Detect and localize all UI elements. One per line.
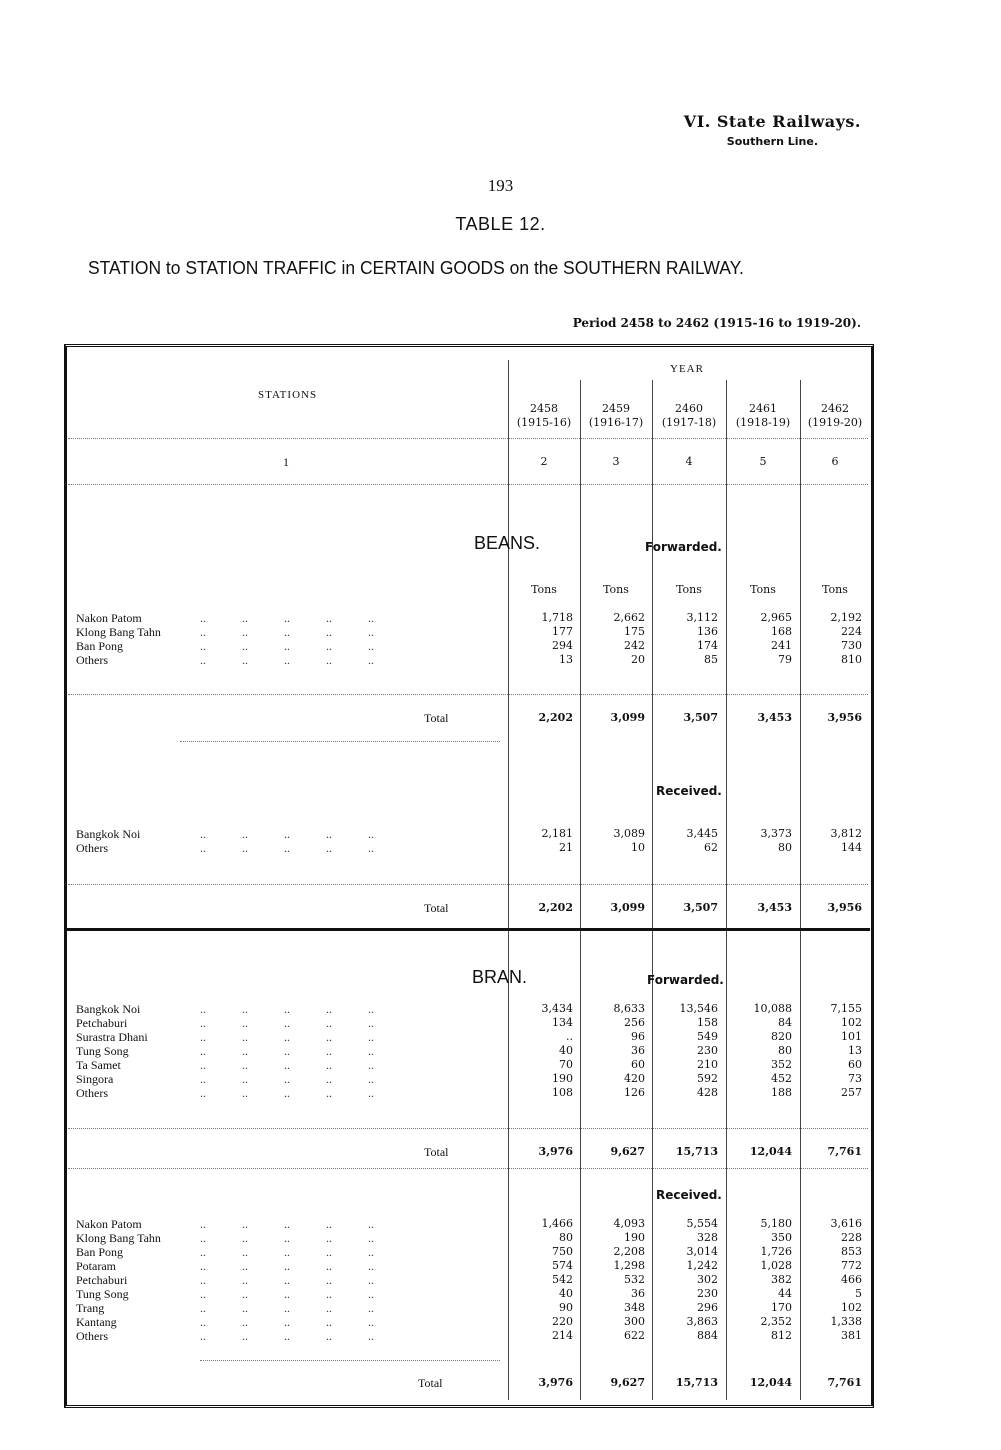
table-cell: 10,088 [753,1002,792,1015]
station-name: Petchaburi [76,1016,128,1030]
table-cell: 7,155 [830,1002,862,1015]
year-be: 2462 [821,402,849,415]
table-cell: 820 [771,1030,792,1043]
table-cell: 10 [631,841,645,854]
total-label: Total [424,901,449,915]
total-cell: 3,507 [683,901,718,914]
table-cell: 622 [624,1329,645,1342]
total-rule [68,694,868,695]
year-ce: (1918-19) [735,416,791,429]
table-cell: 214 [552,1329,573,1342]
unit-label: Tons [750,583,776,596]
line-heading: Southern Line. [726,135,818,148]
table-cell: 36 [631,1287,645,1300]
leader-dots: .. .. .. .. .. [200,1273,374,1287]
table-cell: 5,554 [686,1217,718,1230]
total-rule [68,884,868,885]
table-cell: 296 [697,1301,718,1314]
header-right [684,112,861,148]
table-cell: 168 [771,625,792,638]
table-cell: 85 [704,653,718,666]
table-cell: 352 [771,1058,792,1071]
table-cell: .. [566,1030,573,1043]
table-cell: 750 [552,1245,573,1258]
table-cell: 452 [771,1072,792,1085]
table-cell: 188 [771,1086,792,1099]
table-cell: 230 [697,1044,718,1057]
total-cell: 3,453 [757,711,792,724]
station-name: Singora [76,1072,114,1086]
year-be: 2460 [675,402,703,415]
station-name: Potaram [76,1259,116,1273]
total-cell: 15,713 [675,1376,718,1389]
total-cell: 9,627 [610,1145,645,1158]
table-cell: 3,434 [541,1002,573,1015]
total-cell: 3,956 [827,711,862,724]
table-cell: 2,965 [760,611,792,624]
year-header: YEAR [670,363,704,375]
table-cell: 1,298 [613,1259,645,1272]
total-rule [180,741,500,742]
leader-dots: .. .. .. .. .. [200,1315,374,1329]
year-col-3 [580,402,652,430]
table-cell: 382 [771,1273,792,1286]
column-rule [800,380,801,1400]
station-name: Tung Song [76,1044,129,1058]
table-cell: 3,812 [830,827,862,840]
table-cell: 420 [624,1072,645,1085]
total-cell: 15,713 [675,1145,718,1158]
leader-dots: .. .. .. .. .. [200,611,374,625]
total-label: Total [424,1145,449,1159]
table-cell: 812 [771,1329,792,1342]
table-cell: 328 [697,1231,718,1244]
table-cell: 44 [778,1287,792,1300]
table-cell: 3,373 [760,827,792,840]
col-number-2: 2 [540,455,548,468]
year-ce: (1919-20) [807,416,863,429]
table-cell: 8,633 [613,1002,645,1015]
total-cell: 3,976 [538,1145,573,1158]
station-name: Tung Song [76,1287,129,1301]
table-cell: 1,726 [760,1245,792,1258]
total-cell: 3,099 [610,901,645,914]
table-cell: 20 [631,653,645,666]
table-cell: 90 [559,1301,573,1314]
section-separator [67,928,870,931]
station-name: Nakon Patom [76,1217,142,1231]
table-cell: 224 [841,625,862,638]
leader-dots: .. .. .. .. .. [200,827,374,841]
table-cell: 2,192 [830,611,862,624]
table-cell: 772 [841,1259,862,1272]
year-be: 2458 [530,402,558,415]
year-ce: (1915-16) [516,416,572,429]
table-cell: 170 [771,1301,792,1314]
leader-dots: .. .. .. .. .. [200,1002,374,1016]
table-cell: 853 [841,1245,862,1258]
total-label: Total [418,1376,443,1390]
table-cell: 174 [697,639,718,652]
table-cell: 21 [559,841,573,854]
table-cell: 13,546 [679,1002,718,1015]
total-cell: 3,099 [610,711,645,724]
station-name: Ta Samet [76,1058,121,1072]
table-frame [64,344,874,1408]
column-rule [726,380,727,1400]
table-cell: 60 [631,1058,645,1071]
station-name: Petchaburi [76,1273,128,1287]
table-cell: 220 [552,1315,573,1328]
unit-label: Tons [676,583,702,596]
unit-label: Tons [822,583,848,596]
table-cell: 1,338 [830,1315,862,1328]
leader-dots: .. .. .. .. .. [200,1301,374,1315]
table-cell: 102 [841,1016,862,1029]
table-cell: 4,093 [613,1217,645,1230]
table-cell: 3,089 [613,827,645,840]
leader-dots: .. .. .. .. .. [200,1086,374,1100]
leader-dots: .. .. .. .. .. [200,1259,374,1273]
section-heading: VI. State Railways. [683,112,861,131]
total-cell: 3,956 [827,901,862,914]
table-cell: 3,112 [686,611,718,624]
total-rule [68,1168,868,1169]
year-col-2 [508,402,580,430]
col-number-1: 1 [283,455,289,469]
leader-dots: .. .. .. .. .. [200,841,374,855]
table-cell: 542 [552,1273,573,1286]
station-name: Bangkok Noi [76,1002,141,1016]
year-col-5 [726,402,800,430]
year-be: 2461 [749,402,777,415]
table-cell: 350 [771,1231,792,1244]
table-cell: 2,662 [613,611,645,624]
table-cell: 80 [778,1044,792,1057]
table-cell: 136 [697,625,718,638]
station-name: Bangkok Noi [76,827,141,841]
leader-dots: .. .. .. .. .. [200,1072,374,1086]
table-cell: 158 [697,1016,718,1029]
table-cell: 228 [841,1231,862,1244]
leader-dots: .. .. .. .. .. [200,1329,374,1343]
table-cell: 428 [697,1086,718,1099]
table-cell: 210 [697,1058,718,1071]
table-cell: 302 [697,1273,718,1286]
table-cell: 102 [841,1301,862,1314]
leader-dots: .. .. .. .. .. [200,1044,374,1058]
total-cell: 9,627 [610,1376,645,1389]
col-number-6: 6 [831,455,839,468]
table-cell: 3,445 [686,827,718,840]
table-cell: 175 [624,625,645,638]
column-rule [508,360,509,1400]
table-cell: 2,352 [760,1315,792,1328]
station-name: Others [76,1329,108,1343]
page-number: 193 [487,176,514,195]
table-cell: 549 [697,1030,718,1043]
station-name: Surastra Dhani [76,1030,148,1044]
table-cell: 241 [771,639,792,652]
station-name: Others [76,1086,108,1100]
total-rule [68,1128,868,1129]
table-cell: 1,028 [760,1259,792,1272]
table-cell: 80 [559,1231,573,1244]
station-name: Others [76,841,108,855]
leader-dots: .. .. .. .. .. [200,1231,374,1245]
header-rule [68,438,868,439]
table-cell: 79 [778,653,792,666]
station-name: Ban Pong [76,1245,124,1259]
stations-header: STATIONS [258,389,318,401]
table-cell: 1,466 [541,1217,573,1230]
table-cell: 101 [841,1030,862,1043]
table-cell: 2,181 [541,827,573,840]
table-cell: 1,242 [686,1259,718,1272]
table-cell: 60 [848,1058,862,1071]
table-cell: 36 [631,1044,645,1057]
table-cell: 1,718 [541,611,573,624]
table-cell: 230 [697,1287,718,1300]
column-rule [652,380,653,1400]
total-cell: 3,453 [757,901,792,914]
table-cell: 300 [624,1315,645,1328]
table-cell: 62 [704,841,718,854]
unit-label: Tons [531,583,557,596]
table-cell: 73 [848,1072,862,1085]
total-cell: 2,202 [538,711,573,724]
column-rule [580,380,581,1400]
total-cell: 12,044 [749,1145,792,1158]
leader-dots: .. .. .. .. .. [200,1016,374,1030]
table-cell: 730 [841,639,862,652]
table-cell: 190 [552,1072,573,1085]
period-line: Period 2458 to 2462 (1915-16 to 1919-20). [572,316,861,330]
unit-label: Tons [603,583,629,596]
leader-dots: .. .. .. .. .. [200,1030,374,1044]
year-ce: (1916-17) [588,416,644,429]
table-cell: 13 [848,1044,862,1057]
station-name: Kantang [76,1315,117,1329]
year-ce: (1917-18) [661,416,717,429]
year-col-6 [800,402,870,430]
leader-dots: .. .. .. .. .. [200,639,374,653]
station-name: Klong Bang Tahn [76,1231,161,1245]
table-cell: 40 [559,1287,573,1300]
table-cell: 177 [552,625,573,638]
station-name: Others [76,653,108,667]
leader-dots: .. .. .. .. .. [200,1217,374,1231]
header-rule [68,484,868,485]
total-label: Total [424,711,449,725]
beans-forwarded-label: Forwarded. [645,540,722,554]
total-cell: 3,976 [538,1376,573,1389]
leader-dots: .. .. .. .. .. [200,625,374,639]
table-cell: 242 [624,639,645,652]
col-number-5: 5 [759,455,767,468]
table-cell: 84 [778,1016,792,1029]
col-number-4: 4 [685,455,693,468]
table-cell: 381 [841,1329,862,1342]
table-cell: 348 [624,1301,645,1314]
leader-dots: .. .. .. .. .. [200,1245,374,1259]
bran-forwarded-label: Forwarded. [647,973,724,987]
table-cell: 257 [841,1086,862,1099]
section-title-beans: BEANS. [474,533,541,553]
year-col-4 [652,402,726,430]
table-cell: 256 [624,1016,645,1029]
beans-received-label: Received. [656,784,722,798]
total-cell: 3,507 [683,711,718,724]
table-cell: 5,180 [760,1217,792,1230]
total-cell: 12,044 [749,1376,792,1389]
total-rule [200,1360,500,1361]
station-name: Ban Pong [76,639,124,653]
bran-received-label: Received. [656,1188,722,1202]
table-cell: 134 [552,1016,573,1029]
table-cell: 3,014 [686,1245,718,1258]
year-be: 2459 [602,402,630,415]
table-cell: 810 [841,653,862,666]
table-cell: 884 [697,1329,718,1342]
station-name: Klong Bang Tahn [76,625,161,639]
col-number-3: 3 [612,455,620,468]
table-cell: 96 [631,1030,645,1043]
table-cell: 13 [559,653,573,666]
leader-dots: .. .. .. .. .. [200,653,374,667]
station-name: Trang [76,1301,105,1315]
table-cell: 126 [624,1086,645,1099]
table-cell: 294 [552,639,573,652]
table-cell: 144 [841,841,862,854]
table-cell: 40 [559,1044,573,1057]
table-cell: 2,208 [613,1245,645,1258]
table-cell: 3,616 [830,1217,862,1230]
table-cell: 532 [624,1273,645,1286]
table-cell: 190 [624,1231,645,1244]
table-cell: 574 [552,1259,573,1272]
section-title-bran: BRAN. [472,967,528,987]
table-number: TABLE 12. [455,214,546,234]
table-title: STATION to STATION TRAFFIC in CERTAIN GOODS on the SOUTHERN RAILWAY. [88,258,744,278]
table-cell: 70 [559,1058,573,1071]
table-cell: 5 [855,1287,862,1300]
table-cell: 592 [697,1072,718,1085]
total-cell: 7,761 [827,1145,862,1158]
table-cell: 3,863 [686,1315,718,1328]
station-name: Nakon Patom [76,611,142,625]
table-cell: 108 [552,1086,573,1099]
table-cell: 80 [778,841,792,854]
table-cell: 466 [841,1273,862,1286]
leader-dots: .. .. .. .. .. [200,1058,374,1072]
total-cell: 2,202 [538,901,573,914]
leader-dots: .. .. .. .. .. [200,1287,374,1301]
total-cell: 7,761 [827,1376,862,1389]
